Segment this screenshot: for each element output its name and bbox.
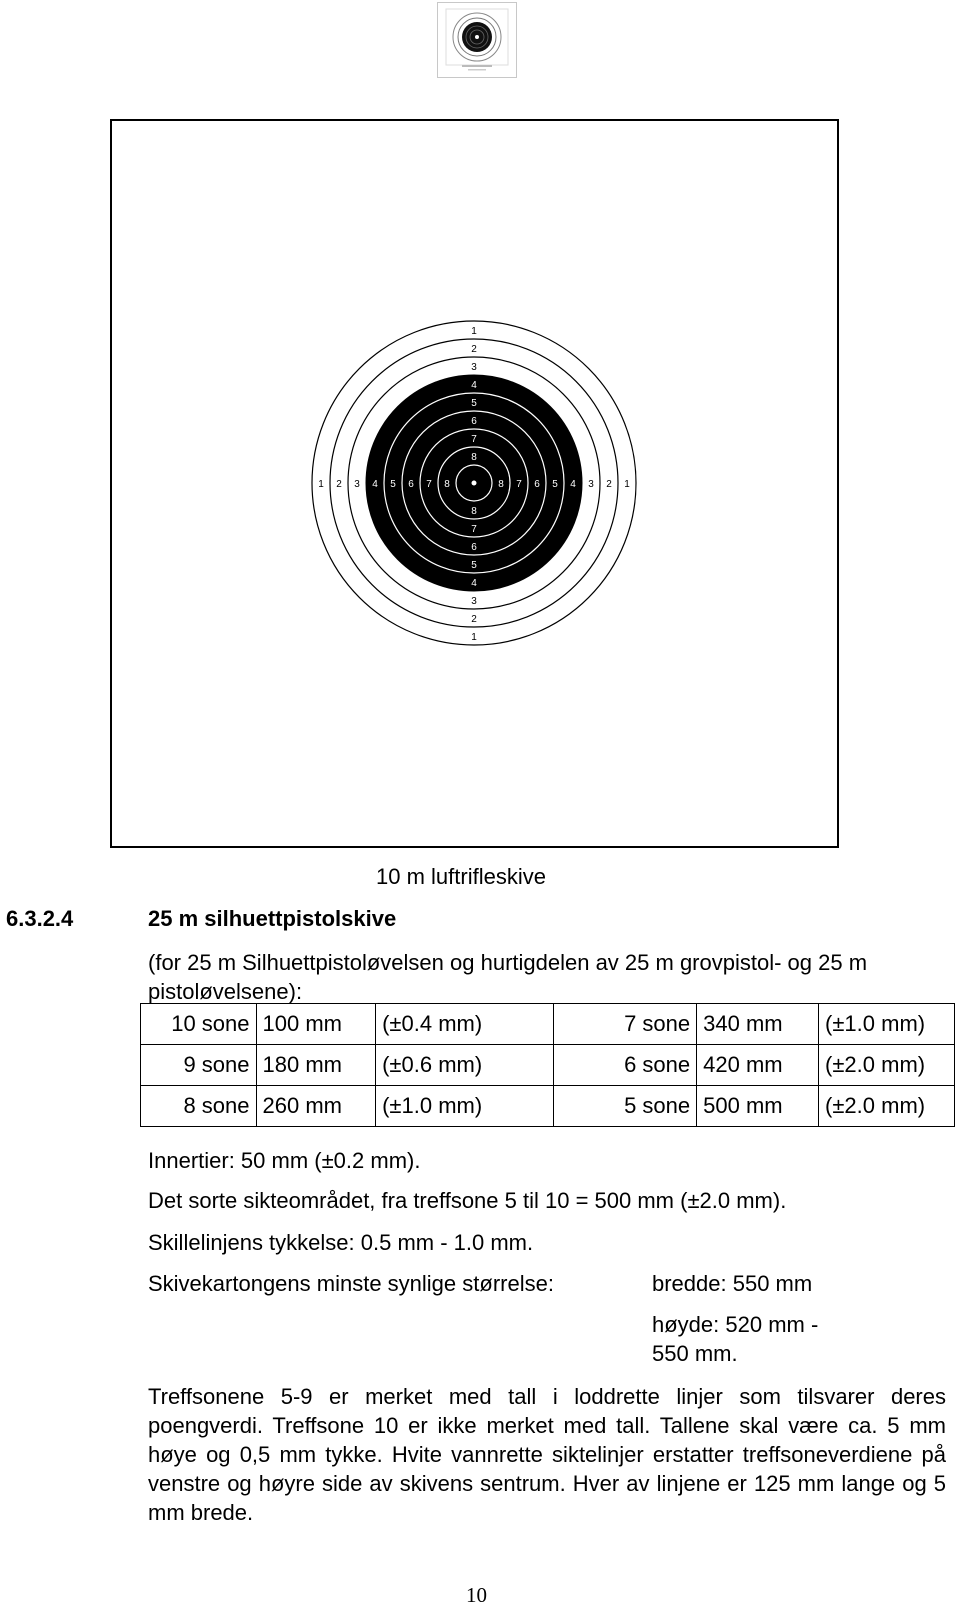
zone-row	[141, 1045, 955, 1086]
zone-cell: 500 mm	[697, 1086, 819, 1127]
ring-label: 8	[444, 479, 450, 490]
zone-cell: 7 sone	[554, 1004, 697, 1045]
ring-label: 8	[471, 506, 477, 517]
ring-label: 2	[336, 479, 342, 490]
zone-row	[141, 1086, 955, 1127]
ring-label: 3	[354, 479, 360, 490]
zone-table	[140, 1003, 955, 1127]
ring-label: 7	[516, 479, 522, 490]
ring-label: 5	[471, 560, 477, 571]
ring-label: 4	[570, 479, 576, 490]
zone-cell: (±2.0 mm)	[819, 1086, 955, 1127]
ring-label: 6	[534, 479, 540, 490]
innertier-line: Innertier: 50 mm (±0.2 mm).	[148, 1148, 421, 1173]
min-width: bredde: 550 mm	[652, 1271, 813, 1296]
ring-label: 3	[588, 479, 594, 490]
ring-label: 5	[390, 479, 396, 490]
section-title: 25 m silhuettpistolskive	[148, 906, 397, 931]
zone-cell: 6 sone	[554, 1045, 697, 1086]
ring-label: 3	[471, 596, 477, 607]
zone-cell: (±0.4 mm)	[376, 1004, 554, 1045]
zone-cell: 260 mm	[256, 1086, 376, 1127]
ring-label: 7	[426, 479, 432, 490]
ring-label: 4	[372, 479, 378, 490]
zone-cell: 420 mm	[697, 1045, 819, 1086]
min-height-1: høyde: 520 mm -	[652, 1312, 819, 1337]
ring-label: 2	[471, 344, 477, 355]
zone-cell: (±1.0 mm)	[376, 1086, 554, 1127]
ring-label: 2	[471, 614, 477, 625]
min-height-2: 550 mm.	[652, 1341, 738, 1366]
ring-label: 6	[471, 542, 477, 553]
ring-label: 5	[471, 398, 477, 409]
target-thumbnail	[437, 2, 517, 78]
ring-label: 7	[471, 434, 477, 445]
target-rings	[112, 121, 837, 846]
line-thickness: Skillelinjens tykkelse: 0.5 mm - 1.0 mm.	[148, 1230, 534, 1255]
center-dot	[472, 481, 477, 486]
ring-label: 1	[471, 326, 477, 337]
page-number: 10	[466, 1583, 487, 1607]
ring-label: 6	[471, 416, 477, 427]
zone-cell: 9 sone	[141, 1045, 257, 1086]
thumbnail-target-icon	[438, 3, 516, 77]
ring-label: 5	[552, 479, 558, 490]
ring-label: 1	[471, 632, 477, 643]
section-intro: (for 25 m Silhuettpistoløvelsen og hurtigdelen av 25 m grovpistol- og 25 m pistoløvelsene):	[148, 950, 868, 1004]
ring-label: 8	[498, 479, 504, 490]
ring-label: 2	[606, 479, 612, 490]
air-rifle-target	[110, 119, 839, 848]
ring-label: 4	[471, 578, 477, 589]
black-area-line: Det sorte sikteområdet, fra treffsone 5 til 10 = 500 mm (±2.0 mm).	[148, 1188, 787, 1213]
target-caption: 10 m luftrifleskive	[376, 864, 546, 889]
ring-label: 4	[471, 380, 477, 391]
zone-cell: (±1.0 mm)	[819, 1004, 955, 1045]
zone-cell: 180 mm	[256, 1045, 376, 1086]
zone-cell: 10 sone	[141, 1004, 257, 1045]
zone-cell: 5 sone	[554, 1086, 697, 1127]
ring-label: 6	[408, 479, 414, 490]
zone-cell: (±0.6 mm)	[376, 1045, 554, 1086]
zone-cell: (±2.0 mm)	[819, 1045, 955, 1086]
zone-cell: 8 sone	[141, 1086, 257, 1127]
ring-label: 7	[471, 524, 477, 535]
ring-label: 3	[471, 362, 477, 373]
zone-marking-paragraph: Treffsonene 5-9 er merket med tall i loddrette linjer som tilsvarer deres poengverdi. Treffsone 10 er ikke merket med tall. Tallene skal være ca. 5 mm høye og 0,5 mm tykke. Hvite vannrette siktelinjer erstatter treffsoneverdiene på venstre og høyre side av skivens sentrum. Hver av linjene er 125 mm lange og 5 mm brede.	[148, 1384, 946, 1525]
ring-label: 1	[624, 479, 630, 490]
ring-label: 1	[318, 479, 324, 490]
min-size-label: Skivekartongens minste synlige størrelse:	[148, 1271, 554, 1296]
section-number: 6.3.2.4	[6, 906, 74, 931]
zone-row	[141, 1004, 955, 1045]
zone-cell: 100 mm	[256, 1004, 376, 1045]
zone-cell: 340 mm	[697, 1004, 819, 1045]
ring-label: 8	[471, 452, 477, 463]
